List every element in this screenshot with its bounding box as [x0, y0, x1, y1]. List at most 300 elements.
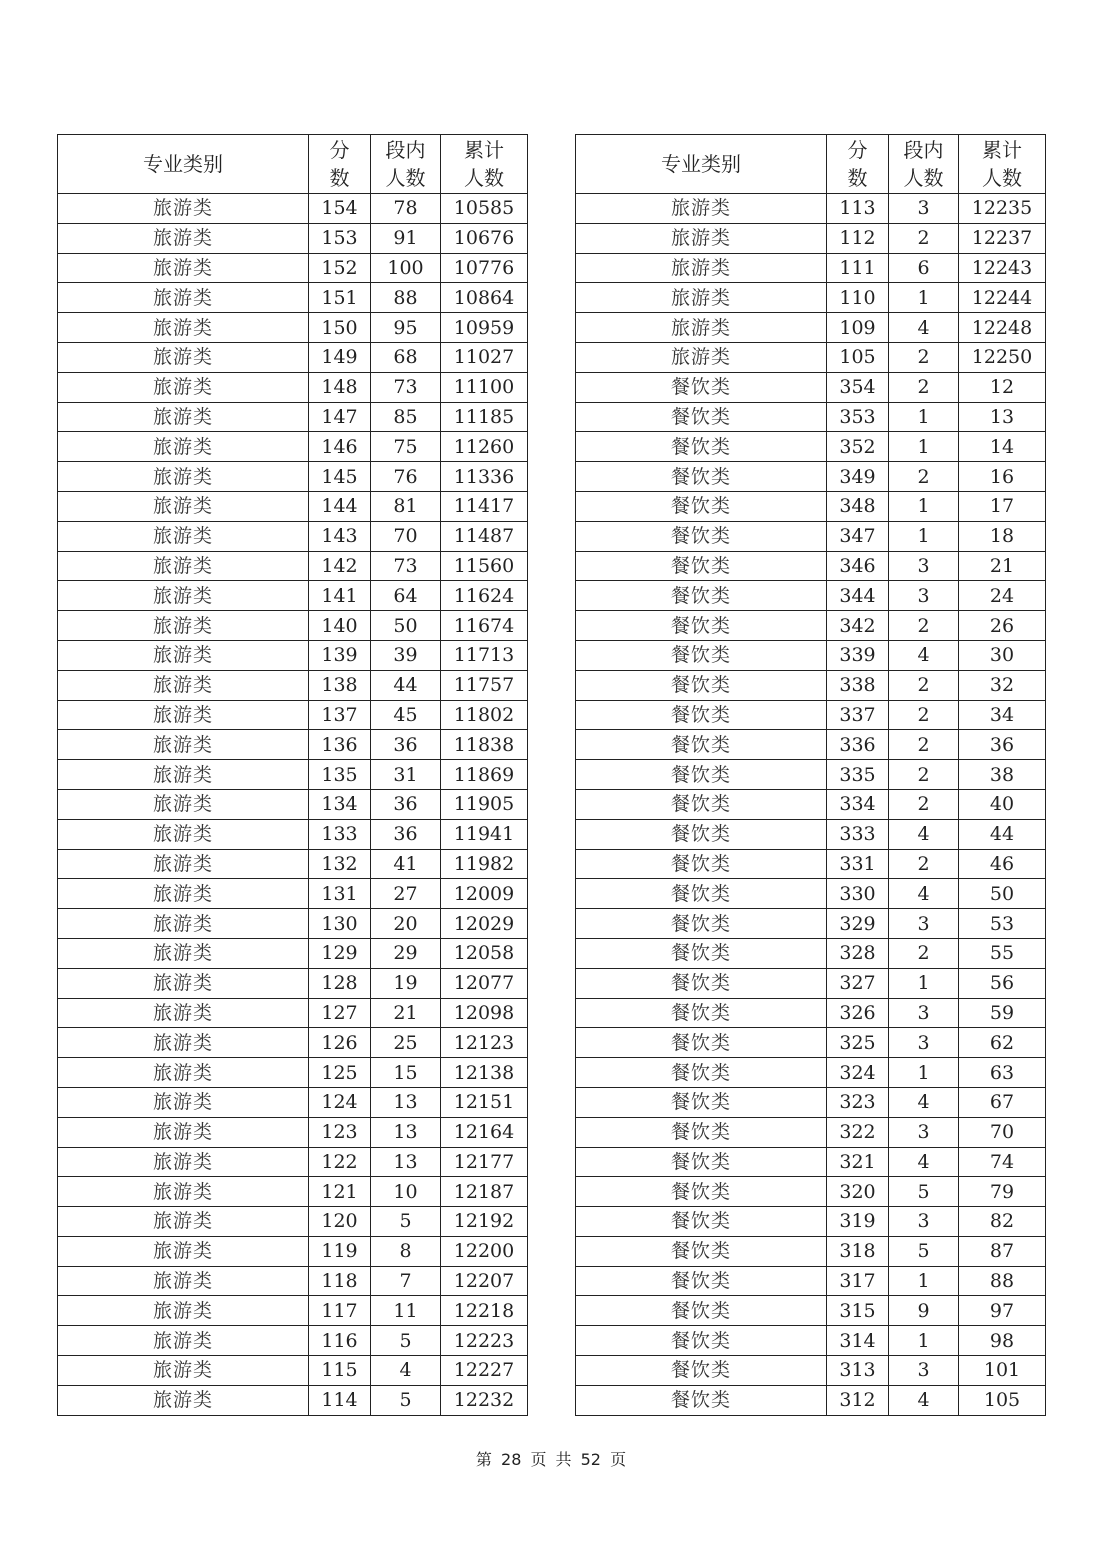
score-cell: 354: [827, 372, 889, 402]
header-category: 专业类别: [576, 135, 827, 194]
table-row: [58, 849, 528, 879]
segment-count-cell: 3: [889, 1117, 959, 1147]
category-cell: 旅游类: [58, 1296, 309, 1326]
cumulative-count-cell: 11802: [441, 700, 528, 730]
category-cell: 餐饮类: [576, 521, 827, 551]
table-row: [58, 1207, 528, 1237]
table-row: [58, 521, 528, 551]
segment-count-cell: 1: [889, 1058, 959, 1088]
category-cell: 旅游类: [58, 968, 309, 998]
segment-count-cell: 13: [371, 1147, 441, 1177]
score-cell: 109: [827, 313, 889, 343]
table-row: [576, 253, 1046, 283]
category-cell: 旅游类: [58, 551, 309, 581]
segment-count-cell: 19: [371, 968, 441, 998]
category-cell: 餐饮类: [576, 760, 827, 790]
table-row: [58, 1177, 528, 1207]
segment-count-cell: 4: [889, 1147, 959, 1177]
segment-count-cell: 95: [371, 313, 441, 343]
category-cell: 旅游类: [58, 640, 309, 670]
segment-count-cell: 78: [371, 194, 441, 224]
segment-count-cell: 2: [889, 760, 959, 790]
segment-count-cell: 29: [371, 938, 441, 968]
table-row: [576, 1236, 1046, 1266]
category-cell: 餐饮类: [576, 1117, 827, 1147]
table-row: [576, 1117, 1046, 1147]
table-row: [576, 879, 1046, 909]
category-cell: 旅游类: [58, 491, 309, 521]
category-cell: 餐饮类: [576, 1147, 827, 1177]
table-row: [58, 1087, 528, 1117]
category-cell: 旅游类: [58, 1356, 309, 1386]
category-cell: 餐饮类: [576, 1385, 827, 1415]
table-row: [576, 640, 1046, 670]
score-cell: 142: [309, 551, 371, 581]
table-row: [58, 1266, 528, 1296]
score-cell: 133: [309, 819, 371, 849]
segment-count-cell: 36: [371, 730, 441, 760]
segment-count-cell: 45: [371, 700, 441, 730]
category-cell: 旅游类: [576, 253, 827, 283]
segment-count-cell: 1: [889, 1326, 959, 1356]
score-cell: 349: [827, 462, 889, 492]
score-cell: 353: [827, 402, 889, 432]
cumulative-count-cell: 12200: [441, 1236, 528, 1266]
category-cell: 旅游类: [58, 730, 309, 760]
header-score: 分 数: [309, 135, 371, 194]
segment-count-cell: 13: [371, 1117, 441, 1147]
score-cell: 342: [827, 611, 889, 641]
cumulative-count-cell: 26: [959, 611, 1046, 641]
table-row: [58, 402, 528, 432]
score-cell: 344: [827, 581, 889, 611]
score-cell: 145: [309, 462, 371, 492]
table-row: [576, 1147, 1046, 1177]
score-cell: 131: [309, 879, 371, 909]
segment-count-cell: 5: [889, 1236, 959, 1266]
category-cell: 旅游类: [58, 1117, 309, 1147]
cumulative-count-cell: 59: [959, 998, 1046, 1028]
table-row: [58, 1058, 528, 1088]
cumulative-count-cell: 12227: [441, 1356, 528, 1386]
category-cell: 旅游类: [58, 1028, 309, 1058]
cumulative-count-cell: 11757: [441, 670, 528, 700]
table-row: [58, 283, 528, 313]
category-cell: 餐饮类: [576, 998, 827, 1028]
score-cell: 149: [309, 342, 371, 372]
table-row: [576, 521, 1046, 551]
cumulative-count-cell: 10676: [441, 223, 528, 253]
segment-count-cell: 1: [889, 491, 959, 521]
cumulative-count-cell: 32: [959, 670, 1046, 700]
score-cell: 324: [827, 1058, 889, 1088]
table-row: [58, 670, 528, 700]
cumulative-count-cell: 24: [959, 581, 1046, 611]
table-row: [58, 462, 528, 492]
cumulative-count-cell: 34: [959, 700, 1046, 730]
cumulative-count-cell: 11624: [441, 581, 528, 611]
category-cell: 旅游类: [58, 313, 309, 343]
cumulative-count-cell: 62: [959, 1028, 1046, 1058]
table-row: [576, 909, 1046, 939]
score-cell: 347: [827, 521, 889, 551]
score-cell: 123: [309, 1117, 371, 1147]
cumulative-count-cell: 55: [959, 938, 1046, 968]
category-cell: 餐饮类: [576, 700, 827, 730]
table-row: [58, 1356, 528, 1386]
table-row: [58, 491, 528, 521]
table-row: [58, 730, 528, 760]
category-cell: 旅游类: [58, 1058, 309, 1088]
category-cell: 旅游类: [58, 283, 309, 313]
category-cell: 餐饮类: [576, 789, 827, 819]
segment-count-cell: 6: [889, 253, 959, 283]
category-cell: 餐饮类: [576, 1177, 827, 1207]
score-cell: 138: [309, 670, 371, 700]
category-cell: 餐饮类: [576, 938, 827, 968]
cumulative-count-cell: 11674: [441, 611, 528, 641]
category-cell: 餐饮类: [576, 402, 827, 432]
score-cell: 128: [309, 968, 371, 998]
segment-count-cell: 1: [889, 283, 959, 313]
cumulative-count-cell: 12223: [441, 1326, 528, 1356]
score-cell: 327: [827, 968, 889, 998]
segment-count-cell: 36: [371, 819, 441, 849]
category-cell: 旅游类: [58, 849, 309, 879]
cumulative-count-cell: 10959: [441, 313, 528, 343]
cumulative-count-cell: 97: [959, 1296, 1046, 1326]
segment-count-cell: 1: [889, 402, 959, 432]
score-cell: 337: [827, 700, 889, 730]
score-cell: 105: [827, 342, 889, 372]
category-cell: 餐饮类: [576, 909, 827, 939]
table-header: [576, 135, 1046, 194]
cumulative-count-cell: 13: [959, 402, 1046, 432]
cumulative-count-cell: 79: [959, 1177, 1046, 1207]
cumulative-count-cell: 46: [959, 849, 1046, 879]
category-cell: 餐饮类: [576, 1207, 827, 1237]
score-cell: 126: [309, 1028, 371, 1058]
category-cell: 餐饮类: [576, 1326, 827, 1356]
score-cell: 119: [309, 1236, 371, 1266]
category-cell: 旅游类: [58, 760, 309, 790]
cumulative-count-cell: 11260: [441, 432, 528, 462]
score-cell: 339: [827, 640, 889, 670]
table-row: [58, 1147, 528, 1177]
segment-count-cell: 3: [889, 998, 959, 1028]
cumulative-count-cell: 53: [959, 909, 1046, 939]
table-row: [58, 372, 528, 402]
segment-count-cell: 2: [889, 938, 959, 968]
category-cell: 旅游类: [576, 283, 827, 313]
segment-count-cell: 7: [371, 1266, 441, 1296]
score-cell: 315: [827, 1296, 889, 1326]
table-row: [58, 879, 528, 909]
cumulative-count-cell: 16: [959, 462, 1046, 492]
table-row: [576, 998, 1046, 1028]
header-segment-count: 段内 人数: [371, 135, 441, 194]
category-cell: 餐饮类: [576, 1236, 827, 1266]
category-cell: 旅游类: [58, 1207, 309, 1237]
segment-count-cell: 3: [889, 1028, 959, 1058]
cumulative-count-cell: 36: [959, 730, 1046, 760]
table-row: [58, 998, 528, 1028]
cumulative-count-cell: 105: [959, 1385, 1046, 1415]
segment-count-cell: 4: [889, 640, 959, 670]
header-score: 分 数: [827, 135, 889, 194]
segment-count-cell: 1: [889, 432, 959, 462]
cumulative-count-cell: 11869: [441, 760, 528, 790]
score-cell: 136: [309, 730, 371, 760]
score-cell: 141: [309, 581, 371, 611]
table-row: [576, 313, 1046, 343]
segment-count-cell: 36: [371, 789, 441, 819]
cumulative-count-cell: 44: [959, 819, 1046, 849]
category-cell: 旅游类: [576, 223, 827, 253]
table-row: [58, 968, 528, 998]
segment-count-cell: 5: [371, 1326, 441, 1356]
table-row: [576, 760, 1046, 790]
cumulative-count-cell: 12123: [441, 1028, 528, 1058]
cumulative-count-cell: 98: [959, 1326, 1046, 1356]
score-cell: 127: [309, 998, 371, 1028]
category-cell: 旅游类: [58, 372, 309, 402]
segment-count-cell: 39: [371, 640, 441, 670]
score-cell: 111: [827, 253, 889, 283]
score-cell: 318: [827, 1236, 889, 1266]
score-cell: 331: [827, 849, 889, 879]
score-cell: 148: [309, 372, 371, 402]
table-row: [576, 1207, 1046, 1237]
table-row: [576, 1087, 1046, 1117]
table-row: [576, 819, 1046, 849]
category-cell: 旅游类: [58, 700, 309, 730]
cumulative-count-cell: 11027: [441, 342, 528, 372]
segment-count-cell: 3: [889, 1356, 959, 1386]
segment-count-cell: 75: [371, 432, 441, 462]
category-cell: 餐饮类: [576, 611, 827, 641]
score-cell: 121: [309, 1177, 371, 1207]
cumulative-count-cell: 12151: [441, 1087, 528, 1117]
score-cell: 330: [827, 879, 889, 909]
score-cell: 346: [827, 551, 889, 581]
table-row: [58, 253, 528, 283]
table-row: [58, 194, 528, 224]
segment-count-cell: 21: [371, 998, 441, 1028]
table-row: [58, 223, 528, 253]
table-row: [58, 551, 528, 581]
table-row: [576, 1385, 1046, 1415]
category-cell: 旅游类: [58, 1266, 309, 1296]
score-cell: 320: [827, 1177, 889, 1207]
cumulative-count-cell: 101: [959, 1356, 1046, 1386]
cumulative-count-cell: 63: [959, 1058, 1046, 1088]
score-cell: 134: [309, 789, 371, 819]
table-row: [576, 849, 1046, 879]
segment-count-cell: 2: [889, 700, 959, 730]
table-row: [576, 789, 1046, 819]
segment-count-cell: 1: [889, 968, 959, 998]
category-cell: 旅游类: [58, 253, 309, 283]
category-cell: 餐饮类: [576, 879, 827, 909]
category-cell: 旅游类: [58, 432, 309, 462]
segment-count-cell: 3: [889, 909, 959, 939]
segment-count-cell: 50: [371, 611, 441, 641]
category-cell: 旅游类: [58, 879, 309, 909]
table-row: [58, 938, 528, 968]
table-row: [58, 700, 528, 730]
category-cell: 旅游类: [58, 342, 309, 372]
segment-count-cell: 3: [889, 551, 959, 581]
score-cell: 323: [827, 1087, 889, 1117]
score-cell: 144: [309, 491, 371, 521]
segment-count-cell: 73: [371, 551, 441, 581]
cumulative-count-cell: 50: [959, 879, 1046, 909]
segment-count-cell: 1: [889, 521, 959, 551]
segment-count-cell: 44: [371, 670, 441, 700]
score-cell: 125: [309, 1058, 371, 1088]
segment-count-cell: 64: [371, 581, 441, 611]
segment-count-cell: 25: [371, 1028, 441, 1058]
cumulative-count-cell: 74: [959, 1147, 1046, 1177]
table-row: [576, 491, 1046, 521]
segment-count-cell: 11: [371, 1296, 441, 1326]
score-cell: 132: [309, 849, 371, 879]
score-cell: 130: [309, 909, 371, 939]
score-cell: 122: [309, 1147, 371, 1177]
score-cell: 348: [827, 491, 889, 521]
table-row: [58, 1028, 528, 1058]
category-cell: 餐饮类: [576, 968, 827, 998]
score-cell: 321: [827, 1147, 889, 1177]
category-cell: 旅游类: [58, 909, 309, 939]
segment-count-cell: 4: [889, 819, 959, 849]
category-cell: 旅游类: [58, 521, 309, 551]
table-row: [576, 1356, 1046, 1386]
category-cell: 餐饮类: [576, 849, 827, 879]
category-cell: 旅游类: [58, 1236, 309, 1266]
segment-count-cell: 10: [371, 1177, 441, 1207]
score-cell: 151: [309, 283, 371, 313]
cumulative-count-cell: 12232: [441, 1385, 528, 1415]
category-cell: 餐饮类: [576, 1087, 827, 1117]
cumulative-count-cell: 12098: [441, 998, 528, 1028]
table-row: [576, 372, 1046, 402]
score-cell: 336: [827, 730, 889, 760]
cumulative-count-cell: 10864: [441, 283, 528, 313]
category-cell: 餐饮类: [576, 1296, 827, 1326]
category-cell: 旅游类: [58, 194, 309, 224]
category-cell: 旅游类: [576, 194, 827, 224]
score-cell: 140: [309, 611, 371, 641]
segment-count-cell: 76: [371, 462, 441, 492]
table-row: [58, 1117, 528, 1147]
segment-count-cell: 100: [371, 253, 441, 283]
score-cell: 328: [827, 938, 889, 968]
segment-count-cell: 4: [889, 313, 959, 343]
header-segment-count: 段内 人数: [889, 135, 959, 194]
cumulative-count-cell: 18: [959, 521, 1046, 551]
cumulative-count-cell: 12192: [441, 1207, 528, 1237]
cumulative-count-cell: 67: [959, 1087, 1046, 1117]
category-cell: 餐饮类: [576, 581, 827, 611]
score-cell: 153: [309, 223, 371, 253]
cumulative-count-cell: 11560: [441, 551, 528, 581]
score-cell: 110: [827, 283, 889, 313]
cumulative-count-cell: 12138: [441, 1058, 528, 1088]
cumulative-count-cell: 11982: [441, 849, 528, 879]
segment-count-cell: 88: [371, 283, 441, 313]
category-cell: 旅游类: [58, 402, 309, 432]
segment-count-cell: 3: [889, 194, 959, 224]
cumulative-count-cell: 70: [959, 1117, 1046, 1147]
table-row: [576, 670, 1046, 700]
cumulative-count-cell: 30: [959, 640, 1046, 670]
segment-count-cell: 85: [371, 402, 441, 432]
score-cell: 317: [827, 1266, 889, 1296]
segment-count-cell: 4: [889, 1087, 959, 1117]
score-cell: 116: [309, 1326, 371, 1356]
score-cell: 326: [827, 998, 889, 1028]
score-cell: 143: [309, 521, 371, 551]
category-cell: 餐饮类: [576, 1058, 827, 1088]
table-row: [58, 313, 528, 343]
score-cell: 150: [309, 313, 371, 343]
category-cell: 餐饮类: [576, 1356, 827, 1386]
category-cell: 餐饮类: [576, 491, 827, 521]
table-row: [58, 342, 528, 372]
cumulative-count-cell: 12237: [959, 223, 1046, 253]
category-cell: 餐饮类: [576, 432, 827, 462]
cumulative-count-cell: 12164: [441, 1117, 528, 1147]
cumulative-count-cell: 12235: [959, 194, 1046, 224]
category-cell: 旅游类: [58, 462, 309, 492]
table-row: [58, 1296, 528, 1326]
category-cell: 旅游类: [58, 998, 309, 1028]
table-row: [58, 611, 528, 641]
category-cell: 旅游类: [58, 938, 309, 968]
table-row: [576, 223, 1046, 253]
cumulative-count-cell: 87: [959, 1236, 1046, 1266]
category-cell: 餐饮类: [576, 670, 827, 700]
header-cumulative-count: 累计 人数: [959, 135, 1046, 194]
table-row: [576, 1028, 1046, 1058]
segment-count-cell: 1: [889, 1266, 959, 1296]
score-cell: 137: [309, 700, 371, 730]
score-cell: 146: [309, 432, 371, 462]
cumulative-count-cell: 38: [959, 760, 1046, 790]
cumulative-count-cell: 12077: [441, 968, 528, 998]
category-cell: 旅游类: [58, 1326, 309, 1356]
score-cell: 314: [827, 1326, 889, 1356]
table-row: [576, 283, 1046, 313]
table-row: [58, 1385, 528, 1415]
cumulative-count-cell: 11838: [441, 730, 528, 760]
table-row: [576, 730, 1046, 760]
score-cell: 147: [309, 402, 371, 432]
segment-count-cell: 2: [889, 670, 959, 700]
cumulative-count-cell: 12058: [441, 938, 528, 968]
category-cell: 旅游类: [58, 789, 309, 819]
cumulative-count-cell: 12250: [959, 342, 1046, 372]
cumulative-count-cell: 11713: [441, 640, 528, 670]
score-cell: 334: [827, 789, 889, 819]
table-row: [576, 1266, 1046, 1296]
segment-count-cell: 2: [889, 223, 959, 253]
segment-count-cell: 2: [889, 611, 959, 641]
category-cell: 餐饮类: [576, 819, 827, 849]
segment-count-cell: 81: [371, 491, 441, 521]
